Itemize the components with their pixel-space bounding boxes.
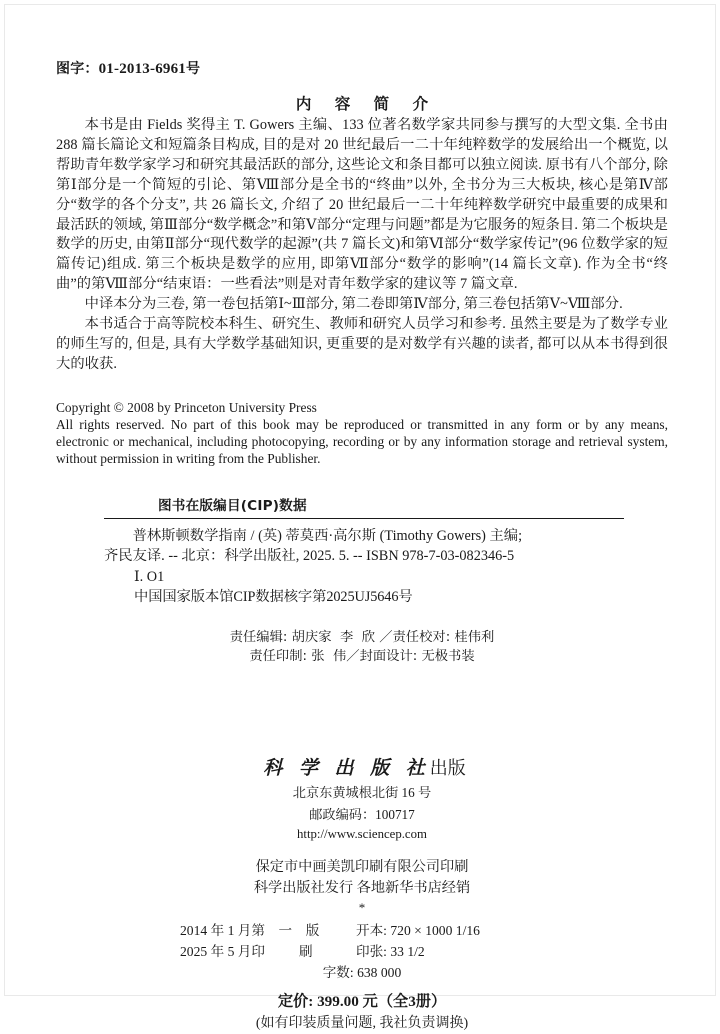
distribution-info: 科学出版社发行 各地新华书店经销	[253, 880, 471, 897]
copyright-line: Copyright © 2008 by Princeton University Press	[56, 399, 317, 415]
cip-record-number: 中国国家版本馆CIP数据核字第2025UJ5646号	[134, 589, 413, 606]
copyright-body: All rights reserved. No part of this book may be reproduced or transmitted in any form or by any means, electronic or mechanical, including photocopying, recording or by any information storage and retrieval system, without permission in writing from the Publisher.	[56, 416, 668, 467]
abstract-title: 内 容 简 介	[295, 95, 438, 113]
abstract-paragraph: 本书适合于高等院校本科生、研究生、教师和研究人员学习和参考. 虽然主要是为了数学专业的师生写的, 但是, 具有大学数学基础知识, 更重要的是对数学有兴趣的读者, 都可以从本书得到很大的收获.	[56, 316, 668, 372]
registration-line	[56, 58, 668, 78]
cip-line: 齐民友译. -- 北京：科学出版社, 2025. 5. -- ISBN 978-7-03-082346-5	[104, 548, 515, 565]
publisher-address: 北京东黄城根北街 16 号	[292, 784, 432, 800]
abstract-paragraph: 中译本分为三卷, 第一卷包括第Ⅰ~Ⅲ部分, 第二卷即第Ⅳ部分, 第三卷包括第Ⅴ~Ⅷ部分.	[84, 296, 623, 313]
cip-title: 图书在版编目(CIP)数据	[158, 497, 307, 514]
printing-specs	[56, 920, 668, 983]
printer-name: 保定市中画美凯印刷有限公司印刷	[255, 859, 469, 876]
spec-row-printing	[56, 941, 668, 962]
publisher-postcode: 邮政编码：100717	[309, 807, 415, 823]
page-content	[56, 0, 668, 1032]
format-label: 开本: 720 × 1000 1/16	[356, 923, 480, 939]
copyright-section	[56, 399, 668, 468]
price-unit: 元（全3册）	[362, 993, 447, 1011]
publisher-block	[56, 753, 668, 844]
publisher-logo-suffix: 出版	[429, 757, 466, 779]
spec-row-edition	[56, 920, 668, 941]
credits-line-production: 责任印制: 张 伟／封面设计: 无极书装	[249, 649, 475, 665]
cip-line: 普林斯顿数学指南 / (英) 蒂莫西·高尔斯 (Timothy Gowers) 主编;	[132, 527, 523, 544]
registration-suffix: 号	[186, 61, 201, 77]
abstract-paragraph: 本书是由 Fields 奖得主 T. Gowers 主编、133 位著名数学家共同参与撰写的大型文集. 全书由 288 篇长篇论文和短篇条目构成, 目的是对 20 世纪最后一二十年纯粹数学的发展给出一个概览, 以帮助青年数学家学习和研究其最活跃的部分, 这些论文和条目都可以独立阅读. 原书有八个部分, 除第Ⅰ部分是一个简短的引论、第Ⅷ部分是全书的“终曲”以外, 全书分为三大板块, 核心是第Ⅳ部分“数学的各个分支”, 共 26 篇长文, 介绍了 20 世纪最后一二十年纯粹数学研究中最重要的成果和最活跃的领域, 第Ⅲ部分“数学概念”和第Ⅴ部分“定理与问题”都是为它服务的短条目. 第二个板块是数学的历史, 由第Ⅱ部分“现代数学的起源”(共 7 篇长文)和第Ⅵ部分“数学家传记”(96 位数学家的短篇传记)组成. 第三个板块是数学的应用, 即第Ⅶ部分“数学的影响”(14 篇长文章). 作为全书“终曲”的第Ⅷ部分“结束语：一些看法”则是对青年数学家的建议等 7 篇文章.	[56, 117, 668, 293]
publisher-logo-text: 科 学 出 版 社	[263, 756, 430, 779]
edition-date: 2014 年 1 月第 一 版	[180, 923, 320, 939]
price-amount: 399.00	[317, 993, 359, 1011]
cip-divider	[104, 518, 624, 519]
staff-credits	[56, 628, 668, 667]
sheets-label: 印张: 33 1/2	[356, 944, 425, 960]
print-date: 2025 年 5 月印 刷	[180, 944, 313, 960]
cip-classification: Ⅰ. O1	[134, 568, 165, 585]
price-label: 定价:	[277, 993, 314, 1011]
exchange-note: (如有印装质量问题, 我社负责调换)	[255, 1016, 469, 1032]
abstract-section	[56, 92, 668, 375]
separator-asterisk: *	[358, 900, 366, 916]
word-count: 字数: 638 000	[322, 965, 402, 981]
cip-body	[104, 526, 624, 608]
cip-block	[104, 494, 624, 608]
credits-line-editor: 责任编辑: 胡庆家 李 欣 ／责任校对: 桂伟利	[229, 629, 495, 645]
printing-block	[56, 857, 668, 915]
registration-label: 图字：	[56, 61, 99, 77]
publisher-url[interactable]: http://www.sciencep.com	[297, 826, 427, 841]
publisher-logo	[56, 753, 668, 780]
registration-number: 01-2013-6961	[98, 61, 186, 77]
price-line	[56, 991, 668, 1013]
